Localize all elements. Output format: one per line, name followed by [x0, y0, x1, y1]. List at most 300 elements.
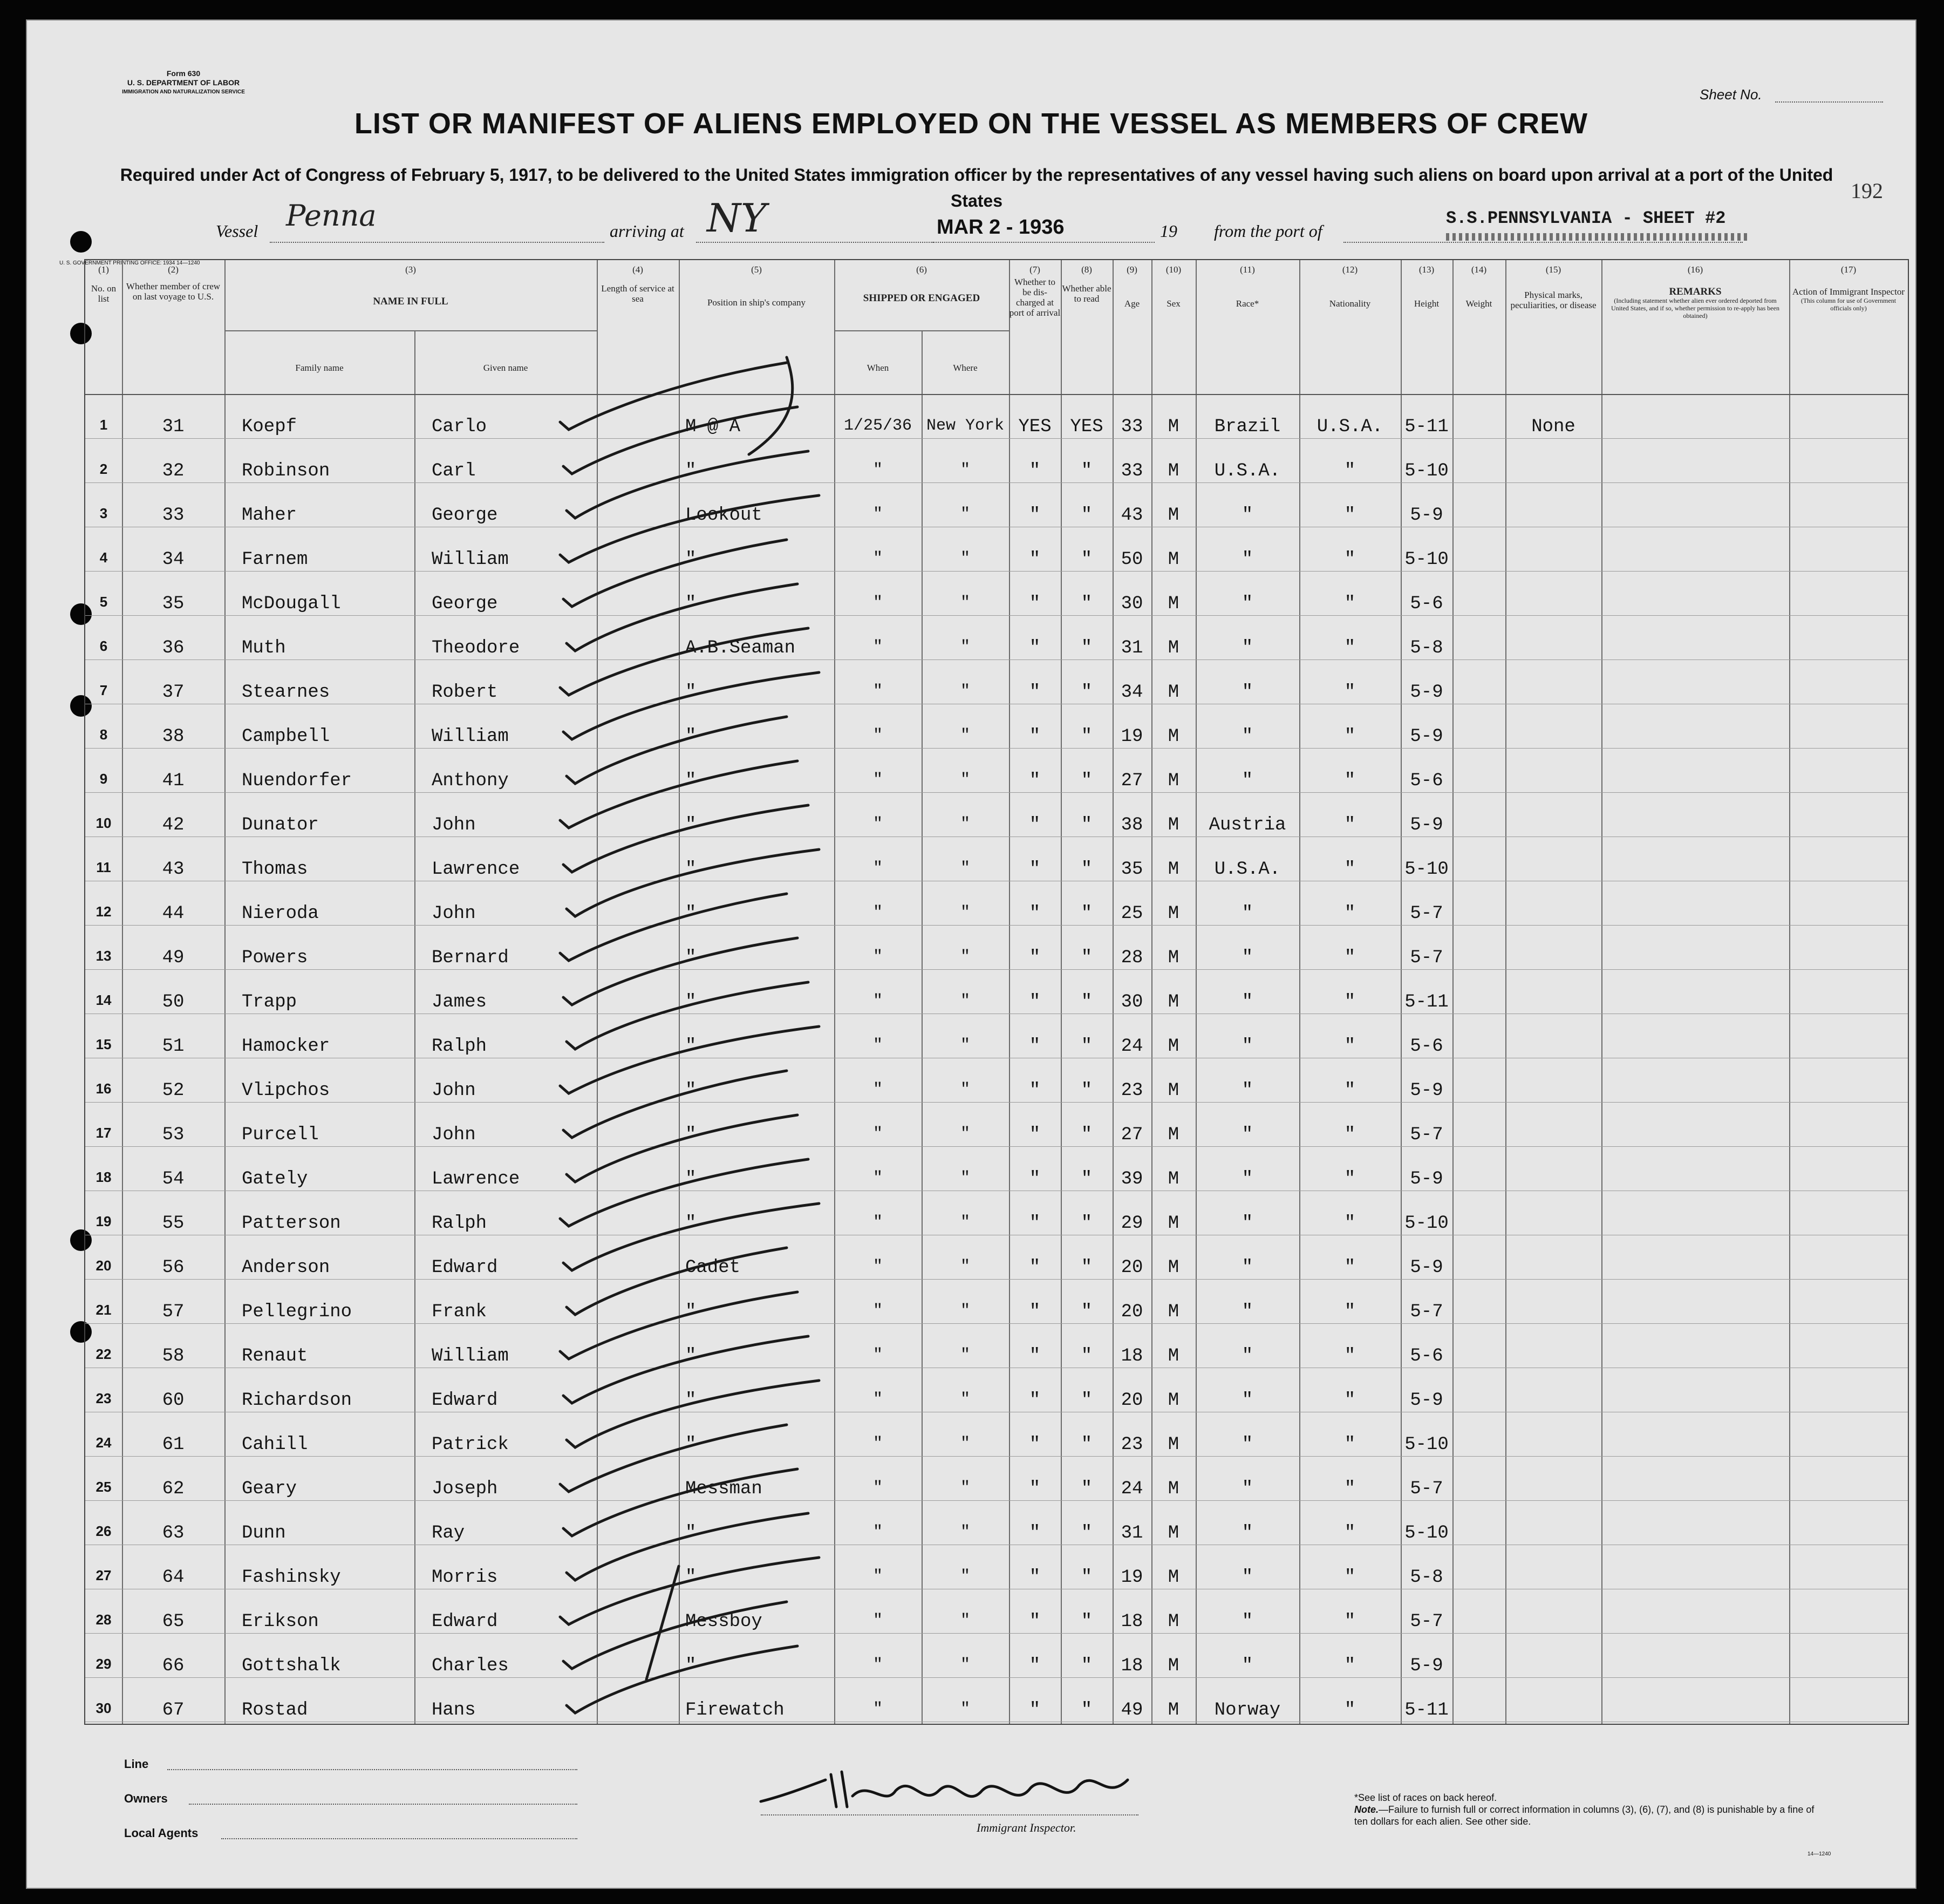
cell-nationality: " — [1344, 948, 1356, 968]
cell-crew: 60 — [162, 1390, 185, 1411]
cell-sex: M — [1168, 594, 1179, 614]
cell-sex: M — [1168, 1656, 1179, 1676]
cell-discharged: " — [1029, 594, 1041, 614]
cell-read: " — [1081, 903, 1093, 924]
cell-nationality: " — [1344, 726, 1356, 747]
cell-given: George — [432, 505, 498, 526]
cell-position: " — [685, 1346, 697, 1366]
cell-family: Campbell — [242, 726, 330, 747]
check-mark — [567, 1115, 797, 1182]
cell-family: Nieroda — [242, 903, 319, 924]
cell-given: Ralph — [432, 1036, 487, 1057]
cell-race: Brazil — [1214, 417, 1281, 437]
cell-sex: M — [1168, 1302, 1179, 1322]
cell-read: " — [1081, 1169, 1093, 1189]
check-mark — [567, 1381, 819, 1447]
cell-discharged: " — [1029, 505, 1041, 526]
cell-family: Cahill — [242, 1434, 308, 1455]
cell-race: " — [1242, 1523, 1253, 1543]
cell-crew: 57 — [162, 1302, 185, 1322]
cell-discharged: " — [1029, 1700, 1041, 1721]
cell-position: Lookout — [685, 505, 762, 526]
cell-when: " — [872, 1434, 883, 1453]
vessel-line — [270, 242, 604, 243]
cell-line: 6 — [99, 638, 108, 654]
cell-position: " — [685, 1036, 697, 1057]
cell-age: 24 — [1121, 1479, 1143, 1499]
arrival-date-stamp: MAR 2 - 1936 — [937, 216, 1065, 239]
cell-position: " — [685, 594, 697, 614]
cell-nationality: " — [1344, 903, 1356, 924]
cell-sex: M — [1168, 1257, 1179, 1278]
cell-when: " — [872, 682, 883, 701]
cell-when: " — [872, 726, 883, 745]
cell-line: 17 — [96, 1125, 112, 1141]
cell-read: " — [1081, 859, 1093, 880]
cell-line: 1 — [99, 417, 108, 433]
cell-sex: M — [1168, 1611, 1179, 1632]
col-header: SHIPPED OR ENGAGED — [863, 293, 980, 304]
cell-line: 20 — [96, 1257, 112, 1274]
form-id-block — [119, 69, 248, 97]
cell-height: 5-9 — [1410, 682, 1443, 703]
cell-height: 5-10 — [1404, 859, 1449, 880]
check-mark — [560, 894, 787, 961]
department-name: U. S. DEPARTMENT OF LABOR — [127, 78, 240, 87]
cell-race: " — [1242, 1479, 1253, 1499]
cell-crew: 51 — [162, 1036, 185, 1057]
cell-age: 49 — [1121, 1700, 1143, 1721]
arriving-label: arriving at — [610, 221, 684, 241]
cell-line: 12 — [96, 903, 112, 920]
col-num: (13) — [1418, 264, 1435, 275]
cell-position: " — [685, 948, 697, 968]
cell-family: Fashinsky — [242, 1567, 341, 1588]
col-num: (14) — [1471, 264, 1487, 275]
cell-position: " — [685, 815, 697, 835]
col-num: (6) — [916, 264, 927, 275]
cell-crew: 54 — [162, 1169, 185, 1189]
cell-when: " — [872, 1523, 883, 1541]
col-subheader: Given name — [483, 363, 528, 373]
cell-where: " — [960, 992, 970, 1010]
cell-nationality: " — [1344, 1700, 1356, 1721]
cell-read: " — [1081, 771, 1093, 791]
cell-height: 5-7 — [1410, 1302, 1443, 1322]
cell-sex: M — [1168, 1700, 1179, 1721]
cell-race: U.S.A. — [1214, 859, 1281, 880]
cell-age: 27 — [1121, 771, 1143, 791]
cell-nationality: " — [1344, 682, 1356, 703]
cell-sex: M — [1168, 1479, 1179, 1499]
cell-given: Patrick — [432, 1434, 509, 1455]
col-header: Whether to be dis-charged at port of arrival — [1009, 277, 1061, 318]
cell-crew: 43 — [162, 859, 185, 880]
cell-sex: M — [1168, 815, 1179, 835]
cell-sex: M — [1168, 1169, 1179, 1189]
cell-given: John — [432, 815, 476, 835]
check-mark — [567, 982, 808, 1049]
cell-family: Purcell — [242, 1125, 319, 1145]
cell-family: Nuendorfer — [242, 771, 352, 791]
cell-age: 43 — [1121, 505, 1143, 526]
cell-sex: M — [1168, 992, 1179, 1012]
cell-sex: M — [1168, 1346, 1179, 1366]
cell-position: " — [685, 1125, 697, 1145]
cell-age: 29 — [1121, 1213, 1143, 1234]
check-mark — [567, 849, 819, 916]
cell-sex: M — [1168, 903, 1179, 924]
cell-read: " — [1081, 1700, 1093, 1721]
cell-read: " — [1081, 1656, 1093, 1676]
printing-office: U. S. GOVERNMENT PRINTING OFFICE: 1934 14—1240 — [59, 260, 200, 266]
cell-race: Norway — [1214, 1700, 1281, 1721]
cell-age: 27 — [1121, 1125, 1143, 1145]
cell-family: Trapp — [242, 992, 297, 1012]
cell-where: " — [960, 726, 970, 745]
cell-where: " — [960, 771, 970, 789]
cell-family: Maher — [242, 505, 297, 526]
cell-crew: 38 — [162, 726, 185, 747]
cell-race: " — [1242, 1567, 1253, 1588]
cell-position: Messman — [685, 1479, 762, 1499]
cell-family: Powers — [242, 948, 308, 968]
cell-line: 13 — [96, 948, 112, 964]
cell-discharged: " — [1029, 815, 1041, 835]
cell-race: " — [1242, 1036, 1253, 1057]
stamp-underline — [1446, 233, 1748, 241]
sheet-no-label: Sheet No. — [1700, 86, 1762, 103]
cell-when: " — [872, 1656, 883, 1674]
cell-crew: 58 — [162, 1346, 185, 1366]
cell-where: " — [960, 815, 970, 833]
note-label: Note. — [1354, 1804, 1379, 1815]
col-num: (5) — [751, 264, 762, 275]
sheet-stamp: S.S.PENNSYLVANIA - SHEET #2 — [1446, 208, 1726, 228]
cell-family: Erikson — [242, 1611, 319, 1632]
col-num: (17) — [1840, 264, 1857, 275]
vessel-value: Penna — [286, 199, 377, 233]
cell-family: Farnem — [242, 549, 308, 570]
cell-height: 5-6 — [1410, 771, 1443, 791]
cell-read: " — [1081, 726, 1093, 747]
cell-where: " — [960, 1523, 970, 1541]
cell-height: 5-9 — [1410, 1169, 1443, 1189]
cell-nationality: " — [1344, 1346, 1356, 1366]
cell-age: 20 — [1121, 1257, 1143, 1278]
col-header: Length of service at sea — [601, 283, 674, 304]
inspector-check-marks — [85, 260, 1908, 1724]
footer-notes — [1354, 1792, 1818, 1827]
col-num: (3) — [405, 264, 416, 275]
cell-when: " — [872, 1700, 883, 1718]
cell-discharged: " — [1029, 1479, 1041, 1499]
cell-height: 5-9 — [1410, 726, 1443, 747]
arriving-value: NY — [707, 195, 767, 241]
cell-given: Edward — [432, 1611, 498, 1632]
cell-nationality: " — [1344, 771, 1356, 791]
cell-position: " — [685, 1169, 697, 1189]
cell-height: 5-10 — [1404, 461, 1449, 481]
cell-race: " — [1242, 1346, 1253, 1366]
cell-height: 5-9 — [1410, 1390, 1443, 1411]
cell-race: " — [1242, 682, 1253, 703]
cell-nationality: " — [1344, 992, 1356, 1012]
cell-line: 2 — [99, 461, 108, 477]
cell-position: " — [685, 771, 697, 791]
col-num: (8) — [1081, 264, 1092, 275]
check-mark — [560, 363, 787, 430]
cell-family: Muth — [242, 638, 286, 658]
cell-discharged: " — [1029, 1346, 1041, 1366]
cell-given: Lawrence — [432, 859, 520, 880]
cell-read: " — [1081, 1213, 1093, 1234]
cell-discharged: " — [1029, 948, 1041, 968]
cell-given: Bernard — [432, 948, 509, 968]
cell-discharged: " — [1029, 903, 1041, 924]
cell-sex: M — [1168, 638, 1179, 658]
check-mark — [563, 1336, 808, 1403]
cell-where: " — [960, 1434, 970, 1453]
cell-discharged: " — [1029, 461, 1041, 481]
cell-age: 18 — [1121, 1346, 1143, 1366]
cell-race: " — [1242, 948, 1253, 968]
cell-read: " — [1081, 1434, 1093, 1455]
cell-height: 5-10 — [1404, 549, 1449, 570]
cell-given: Charles — [432, 1656, 509, 1676]
cell-discharged: " — [1029, 771, 1041, 791]
cell-sex: M — [1168, 461, 1179, 481]
cell-position: " — [685, 1656, 697, 1676]
footer-line-label: Line — [124, 1757, 149, 1771]
cell-when: " — [872, 903, 883, 922]
cell-where: " — [960, 1346, 970, 1364]
cell-race: " — [1242, 1390, 1253, 1411]
page-number: 192 — [1851, 179, 1883, 203]
cell-position: " — [685, 1567, 697, 1588]
cell-given: William — [432, 1346, 509, 1366]
col-header: NAME IN FULL — [373, 296, 448, 307]
cell-sex: M — [1168, 771, 1179, 791]
cell-sex: M — [1168, 1523, 1179, 1543]
cell-race: " — [1242, 726, 1253, 747]
cell-discharged: " — [1029, 1434, 1041, 1455]
cell-line: 22 — [96, 1346, 112, 1362]
cell-height: 5-10 — [1404, 1434, 1449, 1455]
cell-position: " — [685, 461, 697, 481]
crew-table — [84, 259, 1909, 1725]
service-name: IMMIGRATION AND NATURALIZATION SERVICE — [122, 89, 245, 95]
cell-nationality: " — [1344, 1169, 1356, 1189]
cell-discharged: " — [1029, 1656, 1041, 1676]
cell-family: Dunator — [242, 815, 319, 835]
cell-nationality: " — [1344, 549, 1356, 570]
cell-position: Firewatch — [685, 1700, 785, 1721]
col-header: Sex — [1167, 298, 1181, 309]
cell-crew: 52 — [162, 1080, 185, 1101]
cell-height: 5-9 — [1410, 505, 1443, 526]
cell-read: " — [1081, 1479, 1093, 1499]
cell-family: Rostad — [242, 1700, 308, 1721]
cell-nationality: " — [1344, 1611, 1356, 1632]
cell-nationality: " — [1344, 505, 1356, 526]
cell-where: " — [960, 594, 970, 612]
footer-agents-label: Local Agents — [124, 1826, 199, 1840]
cell-discharged: " — [1029, 549, 1041, 570]
cell-nationality: " — [1344, 1523, 1356, 1543]
cell-given: Frank — [432, 1302, 487, 1322]
cell-discharged: " — [1029, 1523, 1041, 1543]
cell-position: " — [685, 992, 697, 1012]
cell-nationality: " — [1344, 859, 1356, 880]
cell-crew: 65 — [162, 1611, 185, 1632]
cell-read: " — [1081, 549, 1093, 570]
footer-owners-label: Owners — [124, 1792, 168, 1805]
cell-where: " — [960, 461, 970, 479]
cell-read: " — [1081, 815, 1093, 835]
col-header: Height — [1414, 298, 1440, 309]
check-mark — [560, 1425, 787, 1492]
cell-when: " — [872, 1125, 883, 1143]
cell-discharged: " — [1029, 1080, 1041, 1101]
note-text: —Failure to furnish full or correct information in columns (3), (6), (7), and (8) is punishable by a fine of ten dollars for each alien. See other side. — [1354, 1804, 1815, 1827]
cell-line: 9 — [99, 771, 108, 787]
cell-discharged: " — [1029, 1036, 1041, 1057]
cell-sex: M — [1168, 1390, 1179, 1411]
cell-marks: None — [1531, 417, 1575, 437]
col-num: (16) — [1687, 264, 1703, 275]
col-num: (4) — [632, 264, 643, 275]
cell-race: " — [1242, 1302, 1253, 1322]
cell-line: 14 — [96, 992, 112, 1008]
cell-where: " — [960, 1125, 970, 1143]
cell-race: " — [1242, 1213, 1253, 1234]
cell-family: Pellegrino — [242, 1302, 352, 1322]
cell-where: " — [960, 1036, 970, 1055]
cell-race: " — [1242, 1434, 1253, 1455]
check-mark — [567, 584, 797, 651]
cell-where: New York — [926, 417, 1005, 435]
cell-position: " — [685, 1434, 697, 1455]
cell-position: " — [685, 1390, 697, 1411]
cell-given: George — [432, 594, 498, 614]
cell-age: 20 — [1121, 1302, 1143, 1322]
cell-race: " — [1242, 1169, 1253, 1189]
check-mark — [563, 938, 797, 1005]
cell-nationality: " — [1344, 1434, 1356, 1455]
cell-where: " — [960, 1567, 970, 1586]
cell-read: " — [1081, 505, 1093, 526]
cell-read: " — [1081, 1080, 1093, 1101]
cell-race: " — [1242, 1656, 1253, 1676]
cell-family: Koepf — [242, 417, 297, 437]
cell-nationality: " — [1344, 1656, 1356, 1676]
cell-where: " — [960, 1257, 970, 1276]
cell-sex: M — [1168, 1567, 1179, 1588]
cell-where: " — [960, 1302, 970, 1320]
cell-sex: M — [1168, 1080, 1179, 1101]
cell-race: " — [1242, 1611, 1253, 1632]
cell-when: " — [872, 1036, 883, 1055]
cell-nationality: " — [1344, 815, 1356, 835]
cell-line: 29 — [96, 1656, 112, 1672]
cell-line: 23 — [96, 1390, 112, 1406]
cell-crew: 32 — [162, 461, 185, 481]
cell-family: Vlipchos — [242, 1080, 330, 1101]
cell-given: Hans — [432, 1700, 476, 1721]
cell-crew: 63 — [162, 1523, 185, 1543]
cell-given: Morris — [432, 1567, 498, 1588]
cell-where: " — [960, 549, 970, 568]
cell-race: " — [1242, 594, 1253, 614]
cell-family: Gottshalk — [242, 1656, 341, 1676]
cell-discharged: " — [1029, 1390, 1041, 1411]
cell-family: Richardson — [242, 1390, 352, 1411]
cell-age: 31 — [1121, 1523, 1143, 1543]
col-subheader: When — [867, 363, 889, 373]
cell-race: " — [1242, 1080, 1253, 1101]
cell-given: James — [432, 992, 487, 1012]
cell-crew: 62 — [162, 1479, 185, 1499]
cell-family: Geary — [242, 1479, 297, 1499]
cell-read: " — [1081, 638, 1093, 658]
cell-family: Renaut — [242, 1346, 308, 1366]
cell-position: " — [685, 903, 697, 924]
races-note: *See list of races on back hereof. — [1354, 1792, 1497, 1803]
cell-position: " — [685, 1213, 697, 1234]
cell-line: 18 — [96, 1169, 112, 1185]
cell-discharged: " — [1029, 1611, 1041, 1632]
cell-read: YES — [1070, 417, 1103, 437]
port-line — [1343, 242, 1743, 243]
cell-when: " — [872, 1567, 883, 1586]
cell-position: " — [685, 549, 697, 570]
cell-when: " — [872, 549, 883, 568]
page-subtitle: Required under Act of Congress of February 5, 1917, to be delivered to the United States immigration officer by the representatives of any vessel having such aliens on board upon arrival at a port of the United States — [120, 165, 1833, 210]
cell-sex: M — [1168, 1213, 1179, 1234]
cell-when: " — [872, 771, 883, 789]
cell-family: Gately — [242, 1169, 308, 1189]
cell-where: " — [960, 903, 970, 922]
cell-height: 5-8 — [1410, 1567, 1443, 1588]
inspector-signature — [750, 1758, 1149, 1818]
check-mark — [563, 407, 797, 474]
signature-caption: Immigrant Inspector. — [977, 1821, 1076, 1834]
cell-line: 27 — [96, 1567, 112, 1583]
cell-when: " — [872, 505, 883, 523]
cell-read: " — [1081, 1567, 1093, 1588]
cell-line: 19 — [96, 1213, 112, 1229]
cell-nationality: " — [1344, 638, 1356, 658]
cell-discharged: " — [1029, 992, 1041, 1012]
cell-height: 5-9 — [1410, 815, 1443, 835]
cell-read: " — [1081, 1036, 1093, 1057]
cell-line: 25 — [96, 1479, 112, 1495]
cell-family: Anderson — [242, 1257, 330, 1278]
cell-sex: M — [1168, 1125, 1179, 1145]
manifest-sheet — [26, 19, 1916, 1889]
cell-height: 5-9 — [1410, 1080, 1443, 1101]
cell-position: " — [685, 1523, 697, 1543]
cell-height: 5-7 — [1410, 948, 1443, 968]
cell-height: 5-6 — [1410, 594, 1443, 614]
col-num: (11) — [1240, 264, 1255, 275]
cell-height: 5-8 — [1410, 638, 1443, 658]
cell-nationality: " — [1344, 1125, 1356, 1145]
cell-crew: 36 — [162, 638, 185, 658]
cell-discharged: " — [1029, 859, 1041, 880]
cell-line: 28 — [96, 1611, 112, 1628]
